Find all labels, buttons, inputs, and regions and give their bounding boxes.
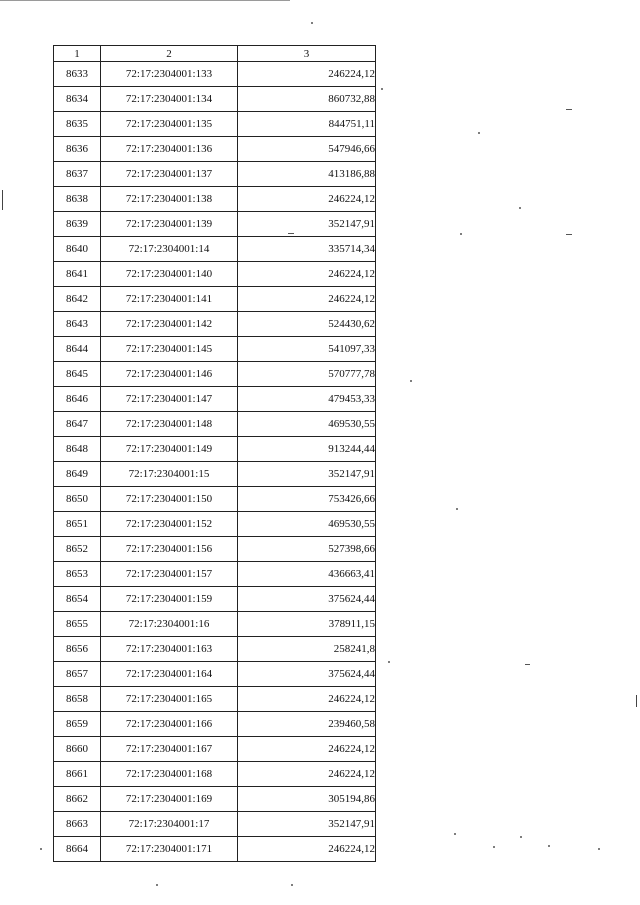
scan-speck [410, 380, 412, 382]
cadastral-number-cell: 72:17:2304001:136 [101, 137, 238, 162]
table-row [54, 487, 376, 512]
table-row [54, 812, 376, 837]
scan-dash [525, 664, 530, 665]
value-cell: 541097,33 [238, 337, 376, 362]
value-cell: 352147,91 [238, 212, 376, 237]
row-number-cell: 8641 [54, 262, 101, 287]
row-number-cell: 8660 [54, 737, 101, 762]
table-row [54, 587, 376, 612]
cadastral-number-cell: 72:17:2304001:133 [101, 62, 238, 87]
cadastral-number-cell: 72:17:2304001:17 [101, 812, 238, 837]
table-row [54, 137, 376, 162]
row-number-cell: 8646 [54, 387, 101, 412]
row-number-cell: 8639 [54, 212, 101, 237]
scan-top-edge-line [0, 0, 290, 1]
cadastral-number-cell: 72:17:2304001:146 [101, 362, 238, 387]
cadastral-number-cell: 72:17:2304001:166 [101, 712, 238, 737]
value-cell: 246224,12 [238, 187, 376, 212]
value-cell: 246224,12 [238, 287, 376, 312]
table-row [54, 62, 376, 87]
cadastral-number-cell: 72:17:2304001:165 [101, 687, 238, 712]
table-row [54, 512, 376, 537]
row-number-cell: 8651 [54, 512, 101, 537]
table-row [54, 737, 376, 762]
row-number-cell: 8642 [54, 287, 101, 312]
value-cell: 375624,44 [238, 662, 376, 687]
cadastral-number-cell: 72:17:2304001:134 [101, 87, 238, 112]
cadastral-number-cell: 72:17:2304001:156 [101, 537, 238, 562]
scan-dash [288, 233, 294, 234]
cadastral-number-cell: 72:17:2304001:159 [101, 587, 238, 612]
value-cell: 258241,8 [238, 637, 376, 662]
cadastral-number-cell: 72:17:2304001:139 [101, 212, 238, 237]
row-number-cell: 8645 [54, 362, 101, 387]
value-cell: 436663,41 [238, 562, 376, 587]
value-cell: 378911,15 [238, 612, 376, 637]
cadastral-number-cell: 72:17:2304001:142 [101, 312, 238, 337]
row-number-cell: 8652 [54, 537, 101, 562]
row-number-cell: 8636 [54, 137, 101, 162]
value-cell: 246224,12 [238, 687, 376, 712]
scan-speck [493, 846, 495, 848]
table-row [54, 112, 376, 137]
cadastral-number-cell: 72:17:2304001:145 [101, 337, 238, 362]
table-row [54, 162, 376, 187]
scan-speck [381, 88, 383, 90]
value-cell: 352147,91 [238, 812, 376, 837]
row-number-cell: 8638 [54, 187, 101, 212]
scan-dash [566, 109, 572, 110]
row-number-cell: 8644 [54, 337, 101, 362]
value-cell: 246224,12 [238, 762, 376, 787]
cadastral-number-cell: 72:17:2304001:16 [101, 612, 238, 637]
scan-dash [566, 234, 572, 235]
cadastral-number-cell: 72:17:2304001:137 [101, 162, 238, 187]
cadastral-number-cell: 72:17:2304001:157 [101, 562, 238, 587]
value-cell: 246224,12 [238, 62, 376, 87]
row-number-cell: 8662 [54, 787, 101, 812]
value-cell: 860732,88 [238, 87, 376, 112]
value-cell: 413186,88 [238, 162, 376, 187]
value-cell: 352147,91 [238, 462, 376, 487]
scan-speck [456, 508, 458, 510]
table-row [54, 212, 376, 237]
row-number-cell: 8647 [54, 412, 101, 437]
scan-margin-mark [2, 190, 3, 210]
scan-speck [40, 848, 42, 850]
table-row [54, 362, 376, 387]
cadastral-number-cell: 72:17:2304001:164 [101, 662, 238, 687]
cadastral-number-cell: 72:17:2304001:147 [101, 387, 238, 412]
row-number-cell: 8658 [54, 687, 101, 712]
value-cell: 469530,55 [238, 412, 376, 437]
cadastral-number-cell: 72:17:2304001:135 [101, 112, 238, 137]
table-row [54, 762, 376, 787]
table-row [54, 437, 376, 462]
row-number-cell: 8635 [54, 112, 101, 137]
row-number-cell: 8663 [54, 812, 101, 837]
row-number-cell: 8648 [54, 437, 101, 462]
row-number-cell: 8661 [54, 762, 101, 787]
scan-speck [520, 836, 522, 838]
value-cell: 246224,12 [238, 837, 376, 862]
cadastral-number-cell: 72:17:2304001:168 [101, 762, 238, 787]
table-row [54, 712, 376, 737]
table-row [54, 612, 376, 637]
table-row [54, 637, 376, 662]
cadastral-number-cell: 72:17:2304001:138 [101, 187, 238, 212]
cadastral-number-cell: 72:17:2304001:150 [101, 487, 238, 512]
column-header-cadastral-number: 2 [101, 46, 238, 62]
value-cell: 753426,66 [238, 487, 376, 512]
row-number-cell: 8654 [54, 587, 101, 612]
scan-speck [478, 132, 480, 134]
value-cell: 913244,44 [238, 437, 376, 462]
table-header-row [54, 46, 376, 62]
table-row [54, 237, 376, 262]
table-row [54, 787, 376, 812]
value-cell: 524430,62 [238, 312, 376, 337]
cadastral-number-cell: 72:17:2304001:152 [101, 512, 238, 537]
column-header-number: 1 [54, 46, 101, 62]
table-row [54, 87, 376, 112]
cadastral-number-cell: 72:17:2304001:169 [101, 787, 238, 812]
value-cell: 479453,33 [238, 387, 376, 412]
scan-speck [311, 22, 313, 24]
table-row [54, 462, 376, 487]
table-row [54, 662, 376, 687]
cadastral-number-cell: 72:17:2304001:163 [101, 637, 238, 662]
cadastral-number-cell: 72:17:2304001:15 [101, 462, 238, 487]
value-cell: 527398,66 [238, 537, 376, 562]
table-row [54, 387, 376, 412]
table-row [54, 337, 376, 362]
row-number-cell: 8664 [54, 837, 101, 862]
row-number-cell: 8634 [54, 87, 101, 112]
cadastral-value-table [53, 45, 376, 862]
scan-speck [291, 884, 293, 886]
value-cell: 570777,78 [238, 362, 376, 387]
row-number-cell: 8637 [54, 162, 101, 187]
scan-speck [388, 661, 390, 663]
table-row [54, 562, 376, 587]
cadastral-number-cell: 72:17:2304001:149 [101, 437, 238, 462]
value-cell: 375624,44 [238, 587, 376, 612]
table-row [54, 837, 376, 862]
value-cell: 335714,34 [238, 237, 376, 262]
value-cell: 305194,86 [238, 787, 376, 812]
value-cell: 469530,55 [238, 512, 376, 537]
row-number-cell: 8655 [54, 612, 101, 637]
cadastral-number-cell: 72:17:2304001:14 [101, 237, 238, 262]
scan-speck [548, 845, 550, 847]
table-row [54, 687, 376, 712]
row-number-cell: 8650 [54, 487, 101, 512]
cadastral-number-cell: 72:17:2304001:171 [101, 837, 238, 862]
row-number-cell: 8649 [54, 462, 101, 487]
value-cell: 246224,12 [238, 262, 376, 287]
row-number-cell: 8640 [54, 237, 101, 262]
table-row [54, 187, 376, 212]
table-row [54, 262, 376, 287]
value-cell: 246224,12 [238, 737, 376, 762]
scan-speck [454, 833, 456, 835]
row-number-cell: 8633 [54, 62, 101, 87]
row-number-cell: 8657 [54, 662, 101, 687]
row-number-cell: 8659 [54, 712, 101, 737]
cadastral-number-cell: 72:17:2304001:141 [101, 287, 238, 312]
table-row [54, 537, 376, 562]
scan-speck [598, 848, 600, 850]
table-row [54, 412, 376, 437]
value-cell: 547946,66 [238, 137, 376, 162]
scan-speck [460, 233, 462, 235]
cadastral-number-cell: 72:17:2304001:148 [101, 412, 238, 437]
cadastral-number-cell: 72:17:2304001:140 [101, 262, 238, 287]
scan-speck [156, 884, 158, 886]
row-number-cell: 8653 [54, 562, 101, 587]
column-header-value: 3 [238, 46, 376, 62]
table-row [54, 312, 376, 337]
value-cell: 239460,58 [238, 712, 376, 737]
scan-margin-mark [636, 695, 637, 707]
row-number-cell: 8643 [54, 312, 101, 337]
table-row [54, 287, 376, 312]
scan-speck [519, 207, 521, 209]
cadastral-number-cell: 72:17:2304001:167 [101, 737, 238, 762]
value-cell: 844751,11 [238, 112, 376, 137]
row-number-cell: 8656 [54, 637, 101, 662]
table-body [54, 62, 376, 862]
